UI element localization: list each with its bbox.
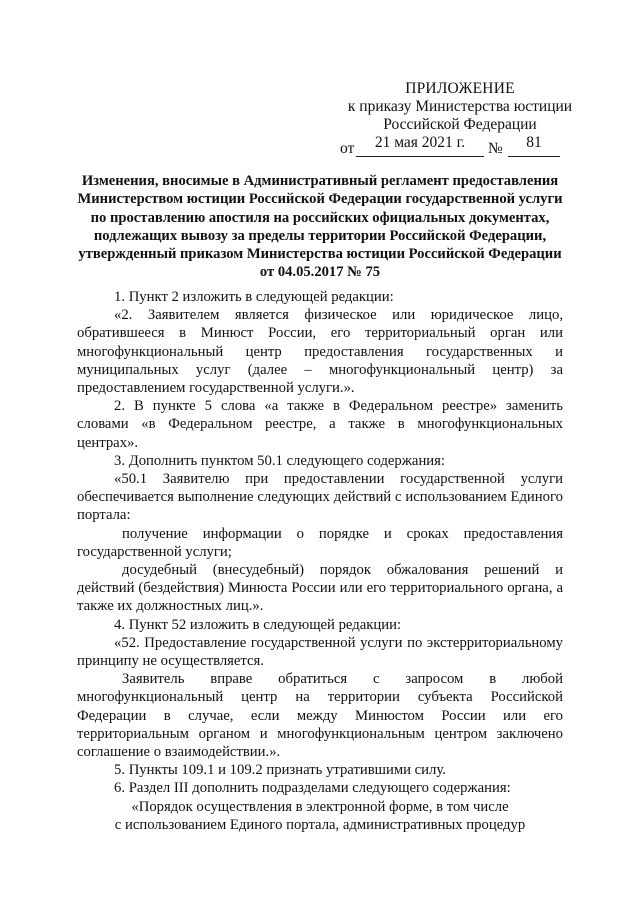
number-sign: № bbox=[488, 140, 503, 157]
paragraph-8: 4. Пункт 52 изложить в следующей редакции: bbox=[114, 616, 402, 633]
paragraph-10: Заявитель вправе обратиться с запросом в любой многофункциональный центр на территории субъекта Российской Федерации в случае, если между Минюстом России или его территориальным органом и многофункциональным центром заключено соглашение о взаимодействии.». bbox=[77, 671, 563, 761]
appendix-order-line: к приказу Министерства юстиции bbox=[347, 98, 573, 115]
appendix-date-line bbox=[340, 136, 580, 158]
document-body bbox=[77, 288, 563, 834]
paragraph-7: досудебный (внесудебный) порядок обжалования решений и действий (бездействия) Минюста России или его территориального органа, а также их должностных лиц.». bbox=[77, 562, 563, 615]
appendix-block bbox=[340, 80, 580, 158]
order-number: 81 bbox=[508, 134, 560, 157]
paragraph-5: «50.1 Заявителю при предоставлении государственной услуги обеспечивается выполнение следующих действий с использованием Единого портала: bbox=[77, 471, 563, 524]
paragraph-9: «52. Предоставление государственной услуги по экстерриториальному принципу не осуществляется. bbox=[77, 634, 563, 670]
appendix-federation-line: Российской Федерации bbox=[383, 116, 537, 133]
order-date: 21 мая 2021 г. bbox=[356, 134, 484, 157]
paragraph-3: 2. В пункте 5 слова «а также в Федеральном реестре» заменить словами «в Федеральном реестре, а также в многофункциональных центрах». bbox=[77, 398, 563, 451]
paragraph-2: «2. Заявителем является физическое или юридическое лицо, обратившееся в Минюст России, его территориальный орган или многофункциональный центр предоставления государственных и муниципальных услуг (далее – многофункциональный центр) за предоставлением государственной услуги.». bbox=[77, 307, 563, 397]
paragraph-11: 5. Пункты 109.1 и 109.2 признать утратившими силу. bbox=[114, 762, 446, 779]
date-prefix: от bbox=[340, 140, 355, 157]
paragraph-4: 3. Дополнить пунктом 50.1 следующего содержания: bbox=[114, 452, 445, 469]
subsection-title-line-2: с использованием Единого портала, административных процедур bbox=[114, 816, 526, 833]
document-heading: Изменения, вносимые в Административный регламент предоставления Министерством юстиции Российской Федерации государственной услуги по проставлению апостиля на российских официальных документах, подлежащих вывозу за пределы территории Российской Федерации, утвержденный приказом Министерства юстиции Российской Федерации от 04.05.2017 № 75 bbox=[77, 173, 563, 281]
appendix-title: ПРИЛОЖЕНИЕ bbox=[405, 80, 515, 97]
paragraph-6: получение информации о порядке и сроках предоставления государственной услуги; bbox=[77, 525, 563, 560]
paragraph-1: 1. Пункт 2 изложить в следующей редакции: bbox=[114, 289, 394, 305]
subsection-title-line-1: «Порядок осуществления в электронной форме, в том числе bbox=[131, 798, 509, 815]
paragraph-12: 6. Раздел III дополнить подразделами следующего содержания: bbox=[114, 780, 511, 797]
